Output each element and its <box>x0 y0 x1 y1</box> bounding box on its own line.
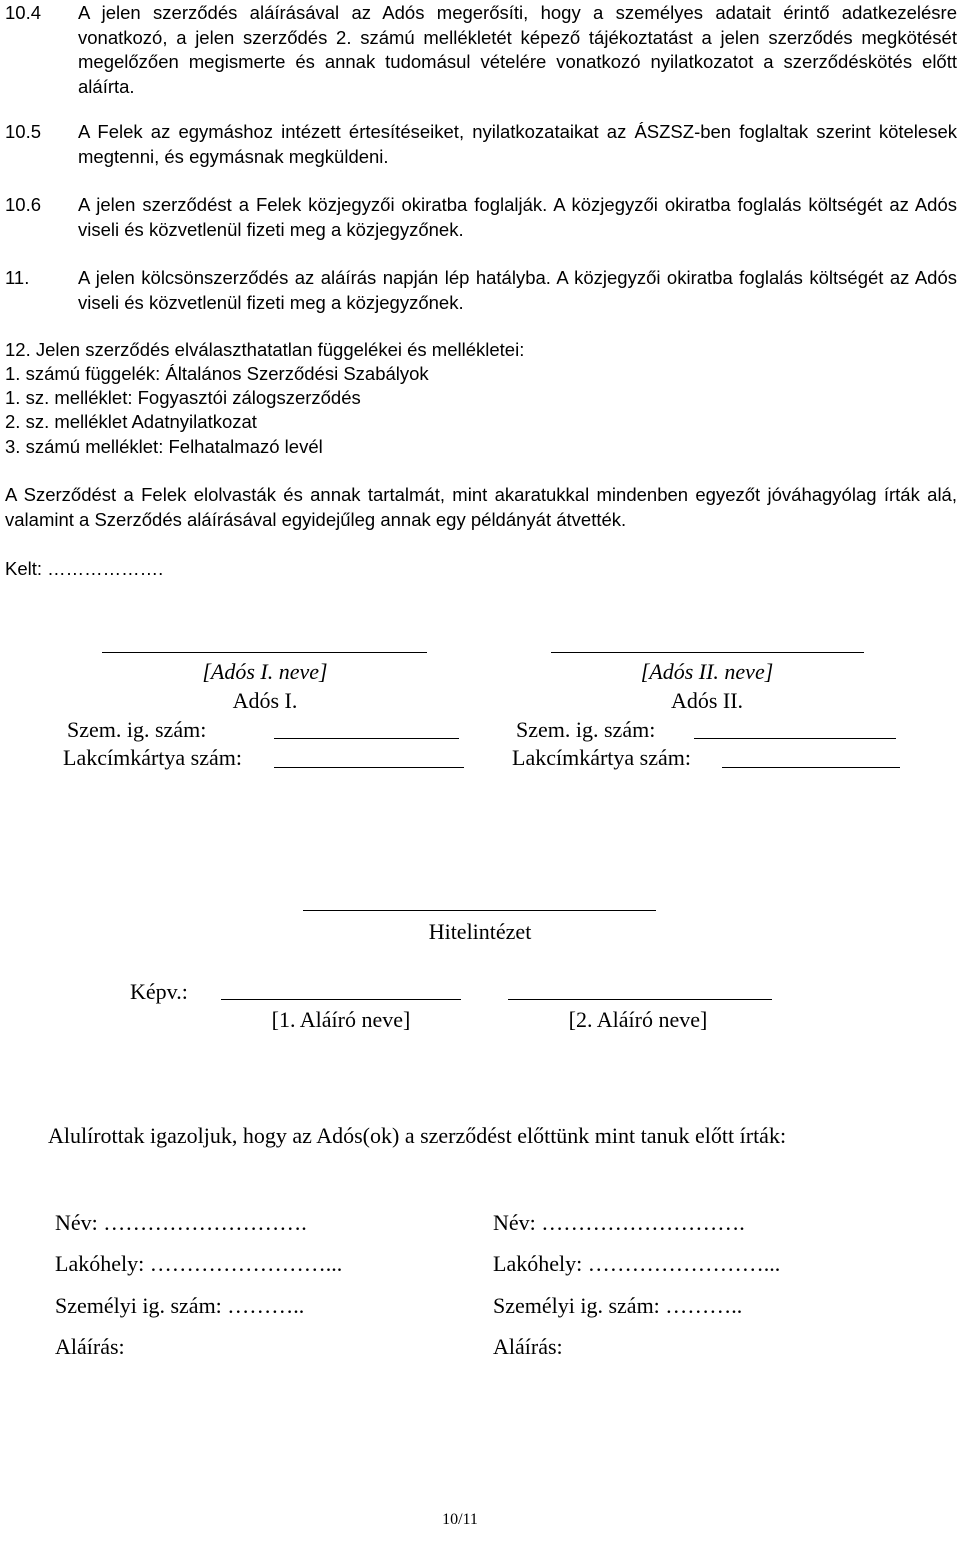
annex-item: 3. számú melléklet: Felhatalmazó levél <box>5 436 323 457</box>
debtor1-address-line <box>274 767 464 768</box>
debtor2-name: [Adós II. neve] <box>640 659 774 684</box>
debtor2-signature-line <box>551 652 864 653</box>
page-number: 10/11 <box>442 1511 478 1528</box>
section-text: A jelen szerződés aláírásával az Adós megerősíti, hogy a személyes adatait érintő adatkezelésre vonatkozó, a jelen szerződés 2. számú mellékletét képező tájékoztatást a jelen szerződés megkötését megelőzően megismerte és annak tudomásul vételére vonatkozó nyilatkozatot a szerződéskötés előtt aláírta. <box>78 2 957 97</box>
section-number: 10.6 <box>5 194 42 215</box>
debtor2-id-line <box>694 738 896 739</box>
debtor1-id-label: Szem. ig. szám: <box>67 717 207 742</box>
witness-statement: Alulírottak igazoljuk, hogy az Adós(ok) a szerződést előttünk mint tanuk előtt írták: <box>48 1123 787 1148</box>
section-11 <box>5 266 957 315</box>
debtor2-address-line <box>722 767 900 768</box>
witness1-id: Személyi ig. szám: ……….. <box>55 1293 305 1318</box>
section-number: 10.5 <box>5 121 42 142</box>
bank-name: Hitelintézet <box>428 919 532 944</box>
debtor2-address-label: Lakcímkártya szám: <box>512 745 691 770</box>
bank-signer2-name: [2. Aláíró neve] <box>568 1007 708 1032</box>
bank-signer2-line <box>508 999 772 1000</box>
bank-rep-label: Képv.: <box>130 979 188 1004</box>
closing-paragraph: A Szerződést a Felek elolvasták és annak tartalmát, mint akaratukkal mindenben egyezőt jóváhagyólag írták alá, valamint a Szerződés aláírásával egyidejűleg annak egy példányát átvették. <box>5 484 957 530</box>
bank-signer1-name: [1. Aláíró neve] <box>271 1007 411 1032</box>
witness1-signature: Aláírás: <box>55 1334 125 1359</box>
annex-item: 1. sz. melléklet: Fogyasztói zálogszerződés <box>5 387 361 408</box>
section-text: A jelen kölcsönszerződés az aláírás napján lép hatályba. A közjegyzői okiratba foglalás költségét az Adós viseli és közvetlenül fizeti meg a közjegyzőnek. <box>78 267 957 313</box>
bank-signature-line <box>303 910 656 911</box>
section-number: 10.4 <box>5 2 42 23</box>
debtor1-signature-line <box>102 652 427 653</box>
witness1-address: Lakóhely: ……………………... <box>55 1251 343 1276</box>
debtor1-id-line <box>274 738 459 739</box>
section-10-6 <box>5 193 957 242</box>
kelt-line: Kelt: ………………. <box>5 558 164 579</box>
section-10-5 <box>5 120 957 169</box>
section-10-4 <box>5 1 957 99</box>
debtor1-address-label: Lakcímkártya szám: <box>63 745 242 770</box>
witness1-name: Név: ………………………. <box>55 1210 307 1235</box>
section-text: A Felek az egymáshoz intézett értesítéseiket, nyilatkozataikat az ÁSZSZ-ben foglaltak szerint kötelesek megtenni, és egymásnak megküldeni. <box>78 121 957 167</box>
section-number: 11. <box>5 267 30 288</box>
debtor1-role: Adós I. <box>232 688 298 713</box>
witness2-address: Lakóhely: ……………………... <box>493 1251 781 1276</box>
bank-signer1-line <box>221 999 461 1000</box>
witness2-id: Személyi ig. szám: ……….. <box>493 1293 743 1318</box>
annex-item: 2. sz. melléklet Adatnyilatkozat <box>5 411 257 432</box>
annexes-heading: 12. Jelen szerződés elválaszthatatlan függelékei és mellékletei: <box>5 339 525 360</box>
witness2-name: Név: ………………………. <box>493 1210 745 1235</box>
debtor2-id-label: Szem. ig. szám: <box>516 717 656 742</box>
witness2-signature: Aláírás: <box>493 1334 563 1359</box>
debtor2-role: Adós II. <box>670 688 744 713</box>
annex-item: 1. számú függelék: Általános Szerződési Szabályok <box>5 363 429 384</box>
debtor1-name: [Adós I. neve] <box>202 659 328 684</box>
section-text: A jelen szerződést a Felek közjegyzői okiratba foglalják. A közjegyzői okiratba foglalás költségét az Adós viseli és közvetlenül fizeti meg a közjegyzőnek. <box>78 194 957 240</box>
